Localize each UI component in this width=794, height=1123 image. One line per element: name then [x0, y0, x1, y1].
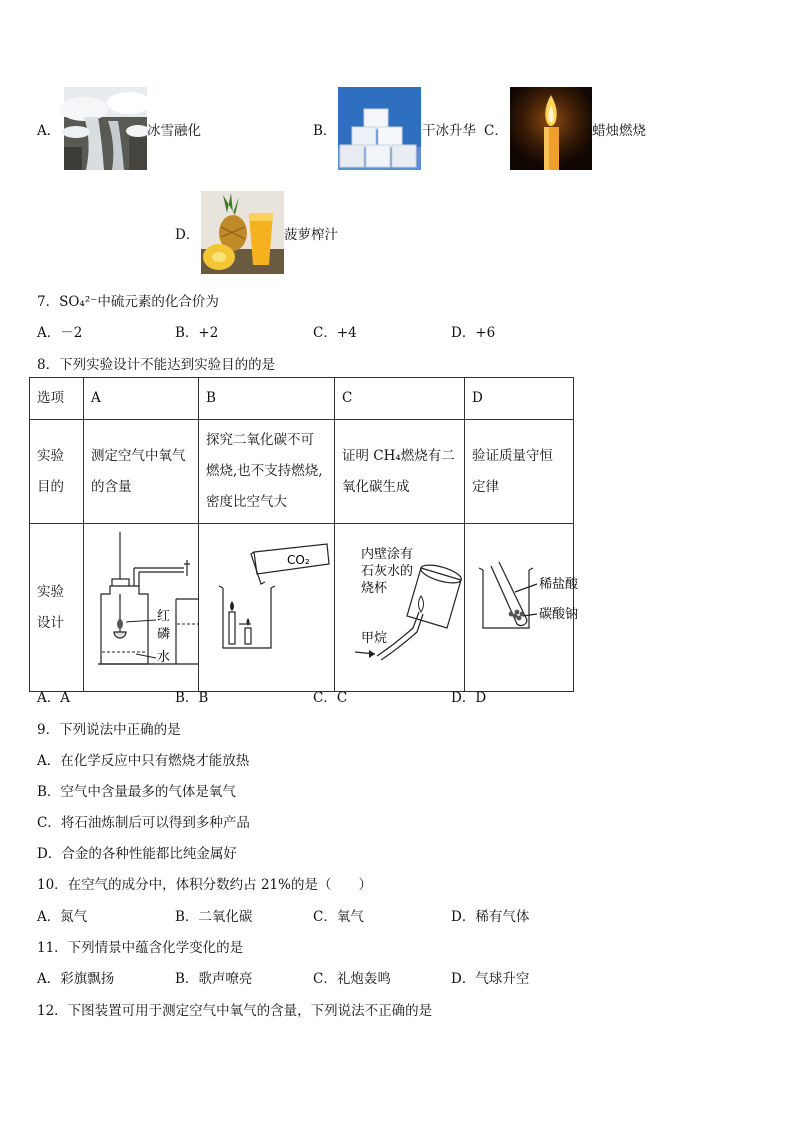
q6-option-c-letter: C．: [484, 123, 508, 139]
phosphorus-label-1: 红: [157, 609, 171, 624]
table-header-cell: 选项: [30, 378, 84, 420]
mass-conservation-diagram: [465, 524, 579, 679]
q11-option-c: C．礼炮轰鸣: [313, 971, 391, 987]
q9-stem: 9．下列说法中正确的是: [37, 722, 181, 738]
q8-option-b: B．B: [175, 690, 209, 706]
q6-option-b-caption: 干冰升华: [422, 123, 476, 139]
beaker-label-line-2: 石灰水的: [361, 564, 414, 579]
purpose-cell-b: 探究二氧化碳不可燃烧,也不支持燃烧,密度比空气大: [199, 420, 335, 524]
q9-option-c: C．将石油炼制后可以得到多种产品: [37, 815, 250, 831]
table-header-cell: A: [84, 378, 199, 420]
design-figure-b: [199, 524, 335, 692]
acid-label: 稀盐酸: [539, 577, 579, 592]
dry-ice-cubes-photo: [338, 87, 421, 170]
q8-experiment-table: [29, 377, 579, 692]
q10-option-a: A．氮气: [37, 909, 88, 925]
design-figure-c: [335, 524, 465, 692]
q8-stem: 8．下列实验设计不能达到实验目的的是: [37, 357, 276, 373]
q11-stem: 11．下列情景中蕴含化学变化的是: [37, 940, 244, 956]
phosphorus-label-2: 磷: [157, 627, 171, 642]
q7-option-d: D．+6: [451, 325, 496, 341]
q6-option-d-letter: D．: [175, 227, 200, 243]
q11-option-a: A．彩旗飘扬: [37, 971, 115, 987]
carbonate-label: 碳酸钠: [539, 607, 579, 622]
table-header-cell: B: [199, 378, 335, 420]
design-figure-a: [84, 524, 199, 692]
q7-option-c: C．+4: [313, 325, 357, 341]
q7-option-a: A．－2: [37, 325, 83, 341]
q11-option-d: D．气球升空: [451, 971, 530, 987]
table-row-design: [30, 524, 574, 692]
design-label-cell: [30, 524, 84, 692]
q8-option-d: D．D: [451, 690, 487, 706]
table-header-cell: D: [465, 378, 574, 420]
co2-label: CO₂: [287, 553, 310, 567]
methane-label: 甲烷: [361, 631, 388, 646]
q10-option-d: D．稀有气体: [451, 909, 530, 925]
q7-stem: 7．SO₄²⁻中硫元素的化合价为: [37, 294, 219, 310]
methane-combustion-diagram: [335, 524, 465, 679]
q11-option-b: B．歌声嘹亮: [175, 971, 253, 987]
q6-option-a-letter: A．: [37, 123, 61, 139]
candle-flame-photo: [510, 87, 592, 170]
q9-option-a: A．在化学反应中只有燃烧才能放热: [37, 753, 250, 769]
table-header-row: [30, 378, 574, 420]
q12-stem: 12．下图装置可用于测定空气中氧气的含量，下列说法不正确的是: [37, 1003, 433, 1019]
water-label: 水: [157, 650, 171, 665]
q6-option-a-caption: 冰雪融化: [147, 123, 201, 139]
q7-option-b: B．+2: [175, 325, 219, 341]
waterfall-snow-photo: [64, 87, 147, 170]
q6-option-b-letter: B．: [313, 123, 337, 139]
co2-candles-diagram: [199, 524, 335, 679]
beaker-label-line-1: 内壁涂有: [361, 547, 414, 562]
purpose-label-line-2: 目的: [37, 478, 64, 495]
q6-option-c-caption: 蜡烛燃烧: [592, 123, 646, 139]
q8-option-a: A．A: [37, 690, 70, 706]
table-row-purpose: [30, 420, 574, 524]
q8-option-c: C．C: [313, 690, 348, 706]
q10-option-c: C．氧气: [313, 909, 364, 925]
phosphorus-combustion-diagram: [84, 524, 199, 679]
q9-option-b: B．空气中含量最多的气体是氧气: [37, 784, 236, 800]
q10-stem: 10．在空气的成分中，体积分数约占 21%的是（ ）: [37, 877, 372, 893]
purpose-label-cell: [30, 420, 84, 524]
design-label-line-1: 实验: [37, 583, 64, 600]
q9-option-d: D．合金的各种性能都比纯金属好: [37, 846, 237, 862]
q10-option-b: B．二氧化碳: [175, 909, 253, 925]
purpose-cell-c: 证明 CH₄燃烧有二氧化碳生成: [335, 420, 465, 524]
pineapple-juice-photo: [201, 191, 284, 274]
beaker-label-line-3: 烧杯: [361, 581, 388, 596]
table-header-cell: C: [335, 378, 465, 420]
purpose-cell-a: 测定空气中氧气的含量: [84, 420, 199, 524]
design-label-line-2: 设计: [37, 614, 64, 631]
purpose-label-line-1: 实验: [37, 447, 64, 464]
design-figure-d: [465, 524, 579, 692]
purpose-cell-d: 验证质量守恒定律: [465, 420, 574, 524]
q6-option-d-caption: 菠萝榨汁: [284, 227, 338, 243]
